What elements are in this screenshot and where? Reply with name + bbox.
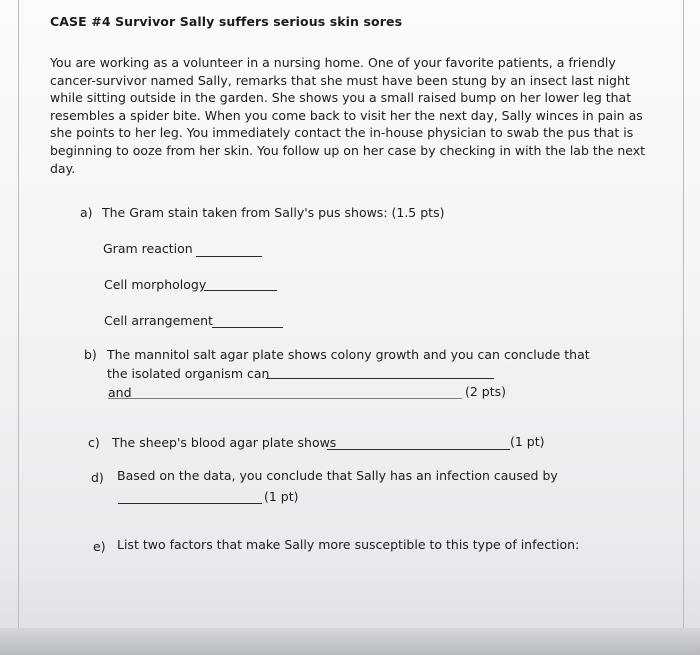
question-d-label: d): [91, 470, 104, 485]
intro-line: cancer-survivor named Sally, remarks that she must have been stung by an insect last night: [50, 72, 630, 88]
intro-line: she points to her leg. You immediately contact the in-house physician to swab the pus that is: [50, 125, 634, 141]
question-d-blank[interactable]: [118, 503, 262, 504]
cell-morphology-label: Cell morphology: [104, 277, 207, 292]
cell-morphology-blank[interactable]: [204, 290, 277, 291]
intro-line: day.: [50, 160, 76, 176]
question-b-blank-1[interactable]: [266, 378, 494, 379]
question-b-label: b): [84, 347, 97, 362]
intro-line: resembles a spider bite. When you come back to visit her the next day, Sally winces in pain as: [50, 107, 643, 123]
question-b-line1: The mannitol salt agar plate shows colony growth and you can conclude that: [107, 347, 590, 362]
question-b-blank-2[interactable]: [108, 398, 462, 399]
question-c-blank[interactable]: [327, 449, 510, 450]
case-title: CASE #4 Survivor Sally suffers serious skin sores: [50, 14, 403, 29]
bottom-edge-shadow: [0, 628, 700, 655]
question-b-and: and: [108, 385, 132, 400]
question-b-line2: the isolated organism can: [107, 366, 270, 381]
question-a-text: The Gram stain taken from Sally's pus shows: (1.5 pts): [102, 205, 445, 220]
question-c-points: (1 pt): [510, 434, 545, 449]
gram-reaction-blank[interactable]: [196, 256, 262, 257]
question-e-label: e): [93, 539, 106, 554]
gram-reaction-label: Gram reaction: [103, 241, 193, 256]
case-intro-paragraph: [50, 54, 650, 177]
question-d-points: (1 pt): [264, 489, 299, 504]
question-c-text: The sheep's blood agar plate shows: [112, 435, 337, 450]
question-a-label: a): [80, 205, 93, 220]
question-b-points: (2 pts): [465, 384, 507, 399]
intro-line: You are working as a volunteer in a nursing home. One of your favorite patients, a friendly: [50, 55, 616, 70]
question-e-text: List two factors that make Sally more susceptible to this type of infection:: [117, 537, 580, 552]
question-c-label: c): [88, 435, 100, 450]
question-d-text: Based on the data, you conclude that Sally has an infection caused by: [117, 468, 558, 483]
cell-arrangement-label: Cell arrangement: [104, 313, 213, 328]
intro-line: while sitting outside in the garden. She shows you a small raised bump on her lower leg that: [50, 90, 632, 106]
cell-arrangement-blank[interactable]: [212, 327, 283, 328]
intro-line: beginning to ooze from her skin. You follow up on her case by checking in with the lab the next: [50, 142, 646, 158]
